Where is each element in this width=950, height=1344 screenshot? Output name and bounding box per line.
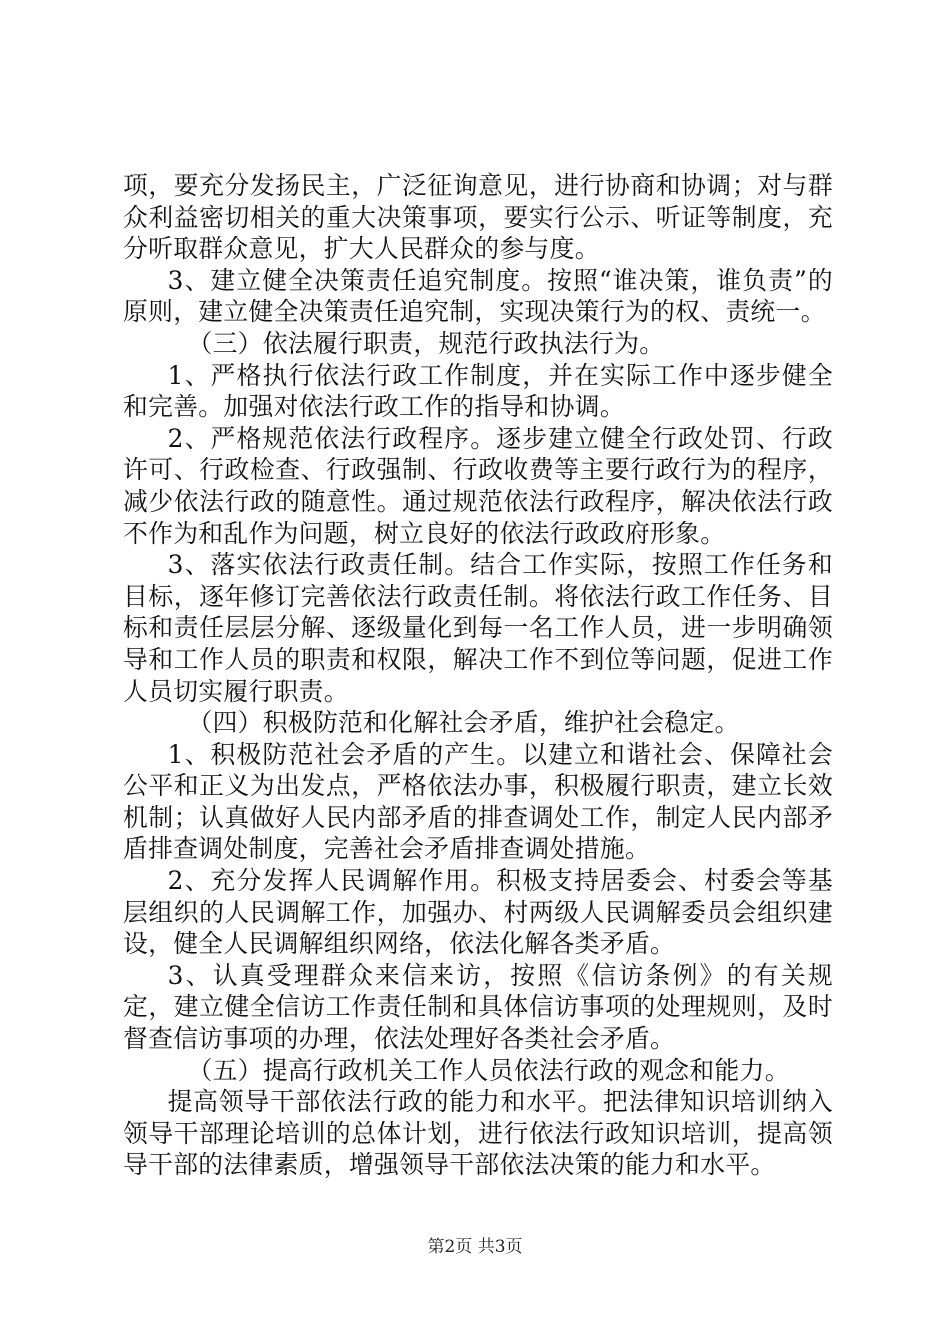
section-heading: （四）积极防范和化解社会矛盾，维护社会稳定。 xyxy=(187,708,740,738)
paragraph-item: 1、积极防范社会矛盾的产生。以建立和谐社会、保障社会公平和正义为出发点，严格依法办事，积极履行职责，建立长效机制；认真做好人民内部矛盾的排查调处工作，制定人民内部矛盾排查调处制度，完善社会矛盾排查调处措施。 xyxy=(123,739,833,864)
paragraph-continuation: 项，要充分发扬民主，广泛征询意见，进行协商和协调；对与群众利益密切相关的重大决策事项，要实行公示、听证等制度，充分听取群众意见，扩大人民群众的参与度。 xyxy=(123,171,833,264)
paragraph-item: 3、认真受理群众来信来访，按照《信访条例》的有关规定，建立健全信访工作责任制和具体信访事项的处理规则，及时督查信访事项的办理，依法处理好各类社会矛盾。 xyxy=(123,960,833,1054)
paragraph-item: 2、严格规范依法行政程序。逐步建立健全行政处罚、行政许可、行政检查、行政强制、行政收费等主要行政行为的程序，减少依法行政的随意性。通过规范依法行政程序，解决依法行政不作为和乱作为问题，树立良好的依法行政政府形象。 xyxy=(123,423,833,548)
document-body xyxy=(123,170,833,1181)
paragraph-item: 3、建立健全决策责任追究制度。按照“谁决策，谁负责”的原则，建立健全决策责任追究制，实现决策行为的权、责统一。 xyxy=(123,265,833,327)
paragraph-item: 1、严格执行依法行政工作制度，并在实际工作中逐步健全和完善。加强对依法行政工作的指导和协调。 xyxy=(123,360,833,422)
paragraph-item: 提高领导干部依法行政的能力和水平。把法律知识培训纳入领导干部理论培训的总体计划，进行依法行政知识培训，提高领导干部的法律素质，增强领导干部依法决策的能力和水平。 xyxy=(123,1087,833,1180)
section-heading: （三）依法履行职责，规范行政执法行为。 xyxy=(187,328,665,358)
section-heading: （五）提高行政机关工作人员依法行政的观念和能力。 xyxy=(187,1055,790,1085)
page-number-footer: 第2页 共3页 xyxy=(427,1237,523,1257)
paragraph-item: 2、充分发挥人民调解作用。积极支持居委会、村委会等基层组织的人民调解工作，加强办、村两级人民调解委员会组织建设，健全人民调解组织网络，依法化解各类矛盾。 xyxy=(123,866,833,959)
paragraph-item: 3、落实依法行政责任制。结合工作实际，按照工作任务和目标，逐年修订完善依法行政责任制。将依法行政工作任务、目标和责任层层分解、逐级量化到每一名工作人员，进一步明确领导和工作人员的职责和权限，解决工作不到位等问题，促进工作人员切实履行职责。 xyxy=(123,550,833,706)
